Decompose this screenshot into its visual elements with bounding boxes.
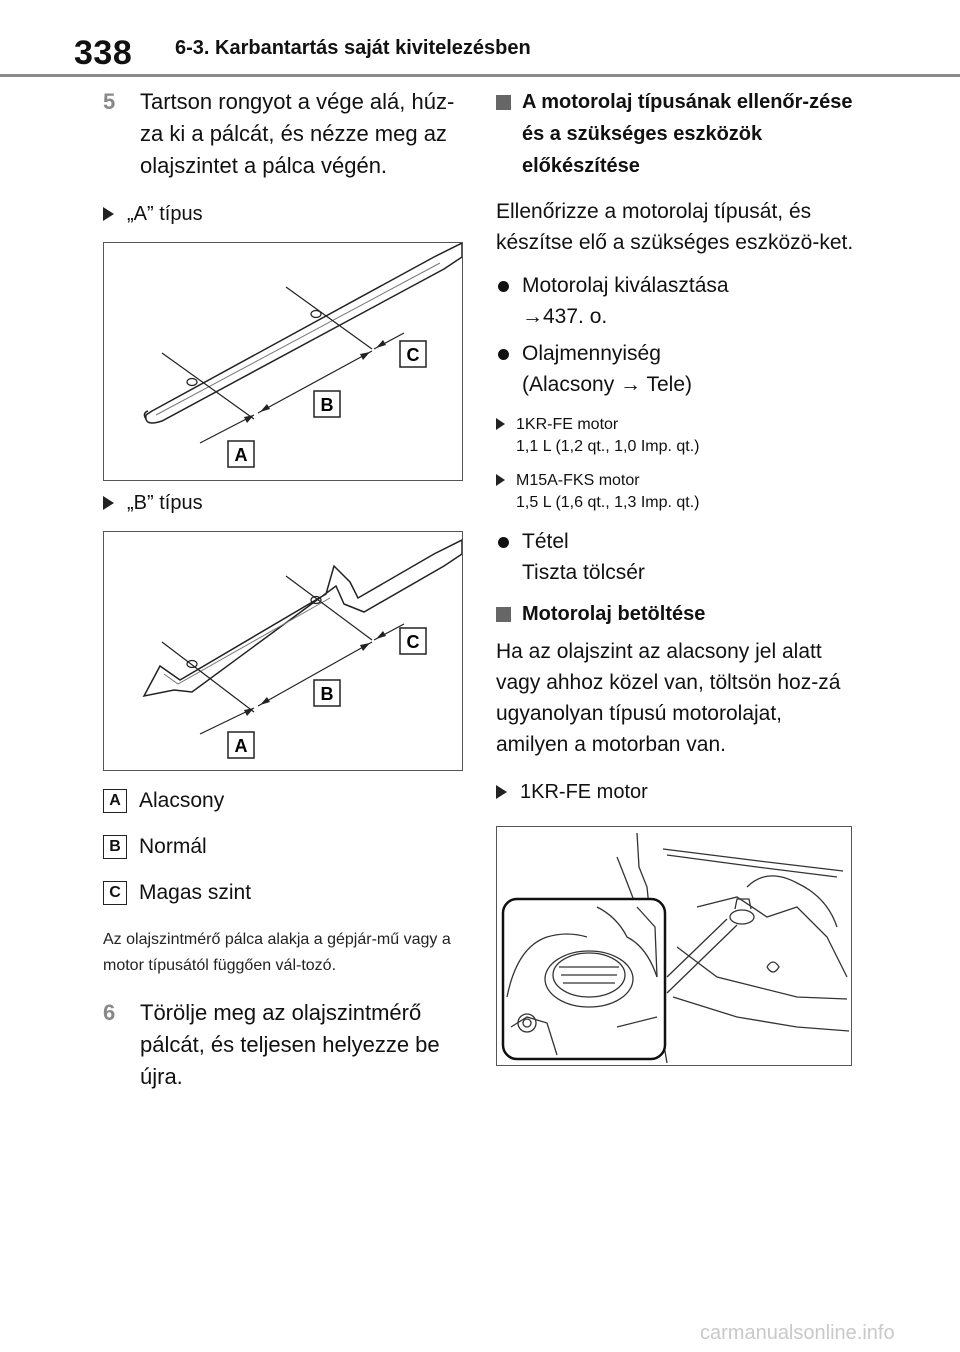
triangle-bullet-icon	[496, 418, 505, 430]
triangle-bullet-icon	[103, 207, 114, 221]
callout-a: A	[234, 445, 248, 465]
bullet-item	[496, 526, 856, 588]
watermark: carmanualsonline.info	[700, 1322, 895, 1344]
step-5	[103, 86, 468, 182]
callout-b: B	[320, 684, 334, 704]
type-a-text: „A” típus	[127, 203, 203, 225]
bullet-line: Olajmennyiség	[522, 342, 661, 365]
step-6	[103, 997, 468, 1093]
type-a-label	[103, 200, 468, 228]
engine-bay-figure	[496, 826, 852, 1066]
legend-key: B	[103, 835, 127, 859]
engine-bay-illustration	[497, 827, 851, 1065]
triangle-bullet-icon	[496, 785, 507, 799]
callout-c: C	[406, 345, 420, 365]
bullet-line: Tétel	[522, 530, 569, 553]
type-b-label	[103, 489, 468, 517]
engine-qty: 1,1 L (1,2 qt., 1,0 Imp. qt.)	[516, 438, 700, 455]
engine-label	[496, 778, 856, 806]
legend-row-b	[103, 833, 468, 879]
dipstick-b-illustration	[104, 532, 462, 770]
bullet-dot-icon	[498, 281, 509, 292]
step-text: Tartson rongyot a vége alá, húz-za ki a pálcát, és nézze meg az olajszintet a pálca végén.	[140, 89, 455, 178]
bullet-dot-icon	[498, 349, 509, 360]
paragraph-oil-fill: Ha az olajszint az alacsony jel alatt vagy ahhoz közel van, töltsön hoz-zá ugyanolyan típusú motorolajat, amilyen a motorban van.	[496, 640, 841, 756]
bullet-line: (Alacsony → Tele)	[522, 373, 693, 396]
heading-text: Motorolaj betöltése	[522, 603, 706, 625]
type-b-text: „B” típus	[127, 492, 203, 514]
legend	[103, 787, 468, 925]
dipstick-figure-type-a	[103, 242, 463, 481]
page-number: 338	[74, 34, 133, 72]
engine-name: 1KR-FE motor	[516, 416, 619, 433]
legend-key: A	[103, 789, 127, 813]
dipstick-figure-type-b	[103, 531, 463, 771]
bullet-line: Tiszta tölcsér	[522, 561, 645, 584]
paragraph-oil-type: Ellenőrizze a motorolaj típusát, és készítse elő a szükséges eszközö-ket.	[496, 200, 854, 254]
page-header	[0, 0, 960, 80]
heading-oil-type	[496, 86, 856, 182]
heading-text: A motorolaj típusának ellenőr-zése és a szükséges eszközök előkészítése	[522, 91, 853, 177]
dipstick-a-illustration	[104, 243, 462, 480]
legend-text: Magas szint	[139, 881, 252, 904]
left-column	[103, 86, 468, 1093]
right-column	[496, 86, 856, 1066]
dipstick-a-body	[146, 243, 462, 423]
legend-text: Alacsony	[139, 789, 225, 812]
callout-c: C	[406, 632, 420, 652]
square-bullet-icon	[496, 95, 511, 110]
bullet-oil-selection	[496, 270, 856, 332]
step-number: 5	[103, 89, 116, 114]
bullet-line: →437. o.	[522, 305, 608, 328]
engine-qty: 1,5 L (1,6 qt., 1,3 Imp. qt.)	[516, 494, 700, 511]
legend-row-c	[103, 879, 468, 925]
heading-oil-fill	[496, 598, 856, 630]
legend-key: C	[103, 881, 127, 905]
bullet-line: Motorolaj kiválasztása	[522, 274, 729, 297]
callout-a: A	[234, 736, 248, 756]
triangle-bullet-icon	[496, 474, 505, 486]
legend-row-a	[103, 787, 468, 833]
bullet-dot-icon	[498, 537, 509, 548]
engine-name: M15A-FKS motor	[516, 472, 640, 489]
engine-label-text: 1KR-FE motor	[520, 781, 648, 803]
engine-1kr-fe-capacity	[496, 414, 856, 458]
step-number: 6	[103, 1000, 116, 1025]
callout-b: B	[320, 395, 334, 415]
square-bullet-icon	[496, 607, 511, 622]
legend-text: Normál	[139, 835, 207, 858]
bullet-oil-quantity	[496, 338, 856, 400]
section-title: 6-3. Karbantartás saját kivitelezésben	[175, 37, 531, 59]
dipstick-b-body	[144, 540, 462, 696]
dipstick-note: Az olajszintmérő pálca alakja a gépjár-mű vagy a motor típusától függően vál-tozó.	[103, 931, 451, 974]
engine-m15a-fks-capacity	[496, 470, 856, 514]
triangle-bullet-icon	[103, 496, 114, 510]
step-text: Törölje meg az olajszintmérő pálcát, és teljesen helyezze be újra.	[140, 1000, 440, 1089]
header-rule	[0, 74, 960, 77]
